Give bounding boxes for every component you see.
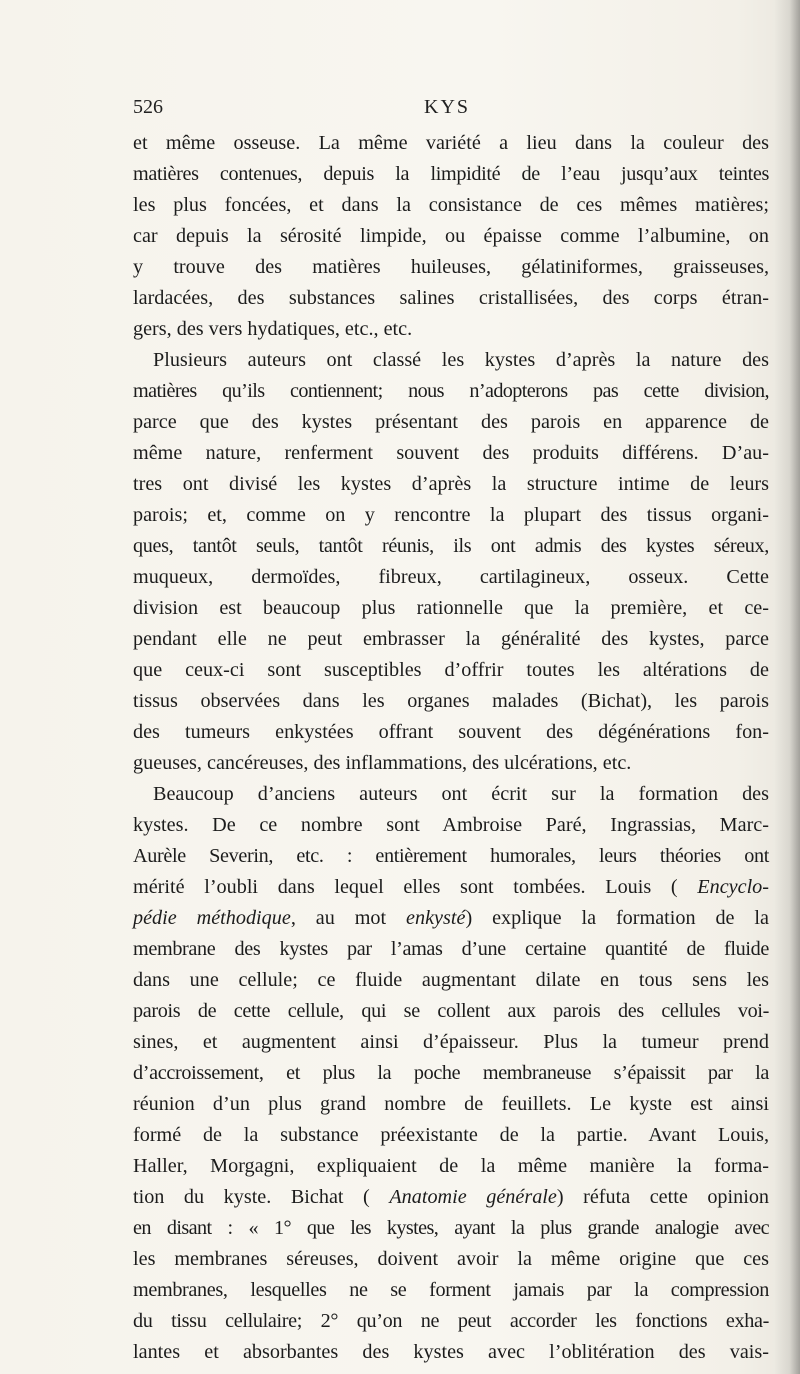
text-line: matières contenues, depuis la limpidité de l’eau jusqu’aux teintes — [133, 163, 769, 185]
paragraph-start-line: Plusieurs auteurs ont classé les kystes d’après la nature des — [153, 349, 769, 371]
page-header — [133, 96, 769, 126]
text-line: même nature, renferment souvent des produits différens. D’au- — [133, 442, 769, 464]
text-line: les membranes séreuses, doivent avoir la même origine que ces — [133, 1248, 769, 1270]
running-head: KYS — [424, 96, 471, 118]
text-line: lardacées, des substances salines cristallisées, des corps étran- — [133, 287, 769, 309]
italic-title: Encyclo- — [697, 876, 769, 898]
text-line: en disant : « 1° que les kystes, ayant la plus grande analogie avec — [133, 1217, 769, 1239]
text-line: gers, des vers hydatiques, etc., etc. — [133, 318, 413, 340]
text-line: Aurèle Severin, etc. : entièrement humorales, leurs théories ont — [133, 845, 769, 867]
text-line: y trouve des matières huileuses, gélatiniformes, graisseuses, — [133, 256, 769, 278]
text-segment: ) réfuta cette opinion — [556, 1186, 770, 1208]
text-line — [133, 1182, 769, 1213]
italic-title: Anatomie générale — [389, 1186, 557, 1208]
text-line: muqueux, dermoïdes, fibreux, cartilagineux, osseux. Cette — [133, 566, 769, 588]
text-segment: mérité l’oubli dans lequel elles sont tombées. Louis ( — [133, 876, 678, 898]
page-edge-shadow — [774, 0, 800, 1374]
text-line: membrane des kystes par l’amas d’une certaine quantité de fluide — [133, 938, 769, 960]
italic-title: pédie méthodique — [133, 907, 291, 929]
text-line: sines, et augmentent ainsi d’épaisseur. Plus la tumeur prend — [133, 1031, 769, 1053]
text-line: kystes. De ce nombre sont Ambroise Paré, Ingrassias, Marc- — [133, 814, 769, 836]
text-segment: , au mot — [290, 907, 387, 929]
text-line: lantes et absorbantes des kystes avec l’oblitération des vais- — [133, 1341, 769, 1363]
text-line: tres ont divisé les kystes d’après la structure intime de leurs — [133, 473, 769, 495]
body-text — [133, 128, 769, 1368]
text-line: ques, tantôt seuls, tantôt réunis, ils ont admis des kystes séreux, — [133, 535, 769, 557]
text-line: réunion d’un plus grand nombre de feuillets. Le kyste est ainsi — [133, 1093, 769, 1115]
text-line: et même osseuse. La même variété a lieu dans la couleur des — [133, 132, 769, 154]
text-segment: tion du kyste. Bichat ( — [133, 1186, 370, 1208]
text-line: membranes, lesquelles ne se forment jamais par la compression — [133, 1279, 769, 1301]
text-line: Haller, Morgagni, expliquaient de la même manière la forma- — [133, 1155, 769, 1177]
paragraph-start-line: Beaucoup d’anciens auteurs ont écrit sur la formation des — [153, 783, 769, 805]
text-line: car depuis la sérosité limpide, ou épaisse comme l’albumine, on — [133, 225, 769, 247]
text-line — [133, 872, 769, 903]
text-line: dans une cellule; ce fluide augmentant dilate en tous sens les — [133, 969, 769, 991]
text-line: parois de cette cellule, qui se collent aux parois des cellules voi- — [133, 1000, 769, 1022]
page-number: 526 — [133, 96, 163, 118]
text-line: matières qu’ils contiennent; nous n’adopterons pas cette division, — [133, 380, 769, 402]
text-line: les plus foncées, et dans la consistance de ces mêmes matières; — [133, 194, 769, 216]
text-line: pendant elle ne peut embrasser la généralité des kystes, parce — [133, 628, 769, 650]
text-line: tissus observées dans les organes malades (Bichat), les parois — [133, 690, 769, 712]
text-line: gueuses, cancéreuses, des inflammations, des ulcérations, etc. — [133, 752, 632, 774]
text-line: que ceux-ci sont susceptibles d’offrir toutes les altérations de — [133, 659, 769, 681]
text-line: des tumeurs enkystées offrant souvent des dégénérations fon- — [133, 721, 769, 743]
text-line: formé de la substance préexistante de la partie. Avant Louis, — [133, 1124, 769, 1146]
text-line: du tissu cellulaire; 2° qu’on ne peut accorder les fonctions exha- — [133, 1310, 769, 1332]
text-line: division est beaucoup plus rationnelle que la première, et ce- — [133, 597, 769, 619]
text-line: parois; et, comme on y rencontre la plupart des tissus organi- — [133, 504, 769, 526]
text-segment: ) explique la formation de la — [465, 907, 769, 929]
text-line — [133, 903, 769, 934]
text-line: d’accroissement, et plus la poche membraneuse s’épaissit par la — [133, 1062, 769, 1084]
italic-term: enkysté — [406, 907, 466, 929]
text-line: parce que des kystes présentant des parois en apparence de — [133, 411, 769, 433]
